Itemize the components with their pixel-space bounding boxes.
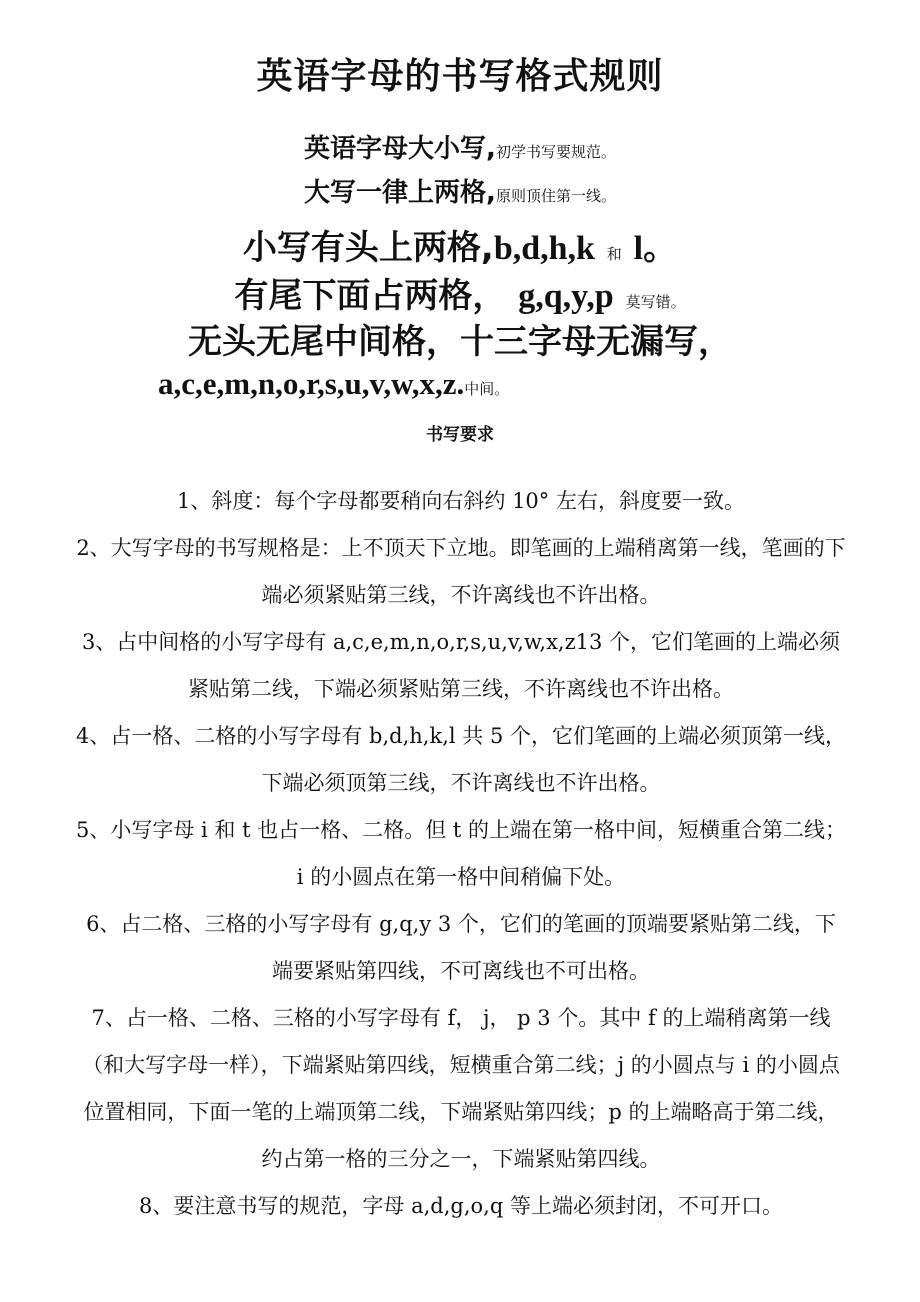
poem-line-3 [0,220,920,269]
rule-item: 7、占一格、二格、三格的小写字母有 f， j， p 3 个。其中 f 的上端稍离第一线（和大写字母一样），下端紧贴第四线，短横重合第二线；j 的小圆点与 i 的小圆点位置相同，下面一笔的上端顶第二线，下端紧贴第四线；p 的上端略高于第二线，约占第一格的三分之一，下端紧贴第四线。 [82,1006,840,1171]
rule-item: 6、占二格、三格的小写字母有 g,q,y 3 个，它们的笔画的顶端要紧贴第二线，下端要紧贴第四线，不可离线也不可出格。 [86,912,836,983]
document-title: 英语字母的书写格式规则 [256,55,664,97]
poem-line-4-letters: g,q,y,p [518,278,614,315]
rules-list [76,478,846,1230]
poem-line-6-note: 中间。 [464,380,510,398]
rule-item: 5、小写字母 i 和 t 也占一格、二格。但 t 的上端在第一格中间，短横重合第二线；i 的小圆点在第一格中间稍偏下处。 [76,818,847,889]
rule-item: 3、占中间格的小写字母有 a,c,e,m,n,o,r,s,u,v,w,x,z13 个，它们笔画的上端必须紧贴第二线，下端必须紧贴第三线，不许离线也不许出格。 [81,630,841,701]
poem-line-3-end: l。 [633,230,678,267]
poem-line-6-letters: a,c,e,m,n,o,r,s,u,v,w,x,z. [158,366,465,401]
poem-line-1 [0,128,920,165]
poem-line-6 [158,366,509,402]
poem-line-5: 无头无尾中间格，十三字母无漏写， [188,322,732,362]
poem-line-2 [0,172,920,209]
poem-line-4-main: 有尾下面占两格， [234,276,507,316]
section-heading: 书写要求 [426,425,494,445]
poem-line-1-main: 英语字母大小写, [304,134,496,164]
rule-item: 2、大写字母的书写规格是：上不顶天下立地。即笔画的上端稍离第一线，笔画的下端必须紧贴第三线，不许离线也不许出格。 [76,536,846,607]
poem-line-3-main: 小写有头上两格, [242,228,494,268]
rule-item: 4、占一格、二格的小写字母有 b,d,h,k,l 共 5 个，它们笔画的上端必须顶第一线，下端必须顶第三线，不许离线也不许出格。 [76,724,846,795]
poem-line-3-and: 和 [606,245,622,263]
poem-line-4 [0,268,920,317]
poem-line-2-main: 大写一律上两格, [304,178,496,208]
poem-line-4-note: 莫写错。 [625,293,686,311]
poem-line-1-note: 初学书写要规范。 [495,143,616,161]
poem-line-3-letters: b,d,h,k [493,230,595,267]
poem-line-2-note: 原则顶住第一线。 [495,187,616,205]
rule-item: 1、斜度：每个字母都要稍向右斜约 10° 左右，斜度要一致。 [177,489,745,513]
rule-item: 8、要注意书写的规范，字母 a,d,g,o,q 等上端必须封闭，不可开口。 [139,1194,783,1218]
